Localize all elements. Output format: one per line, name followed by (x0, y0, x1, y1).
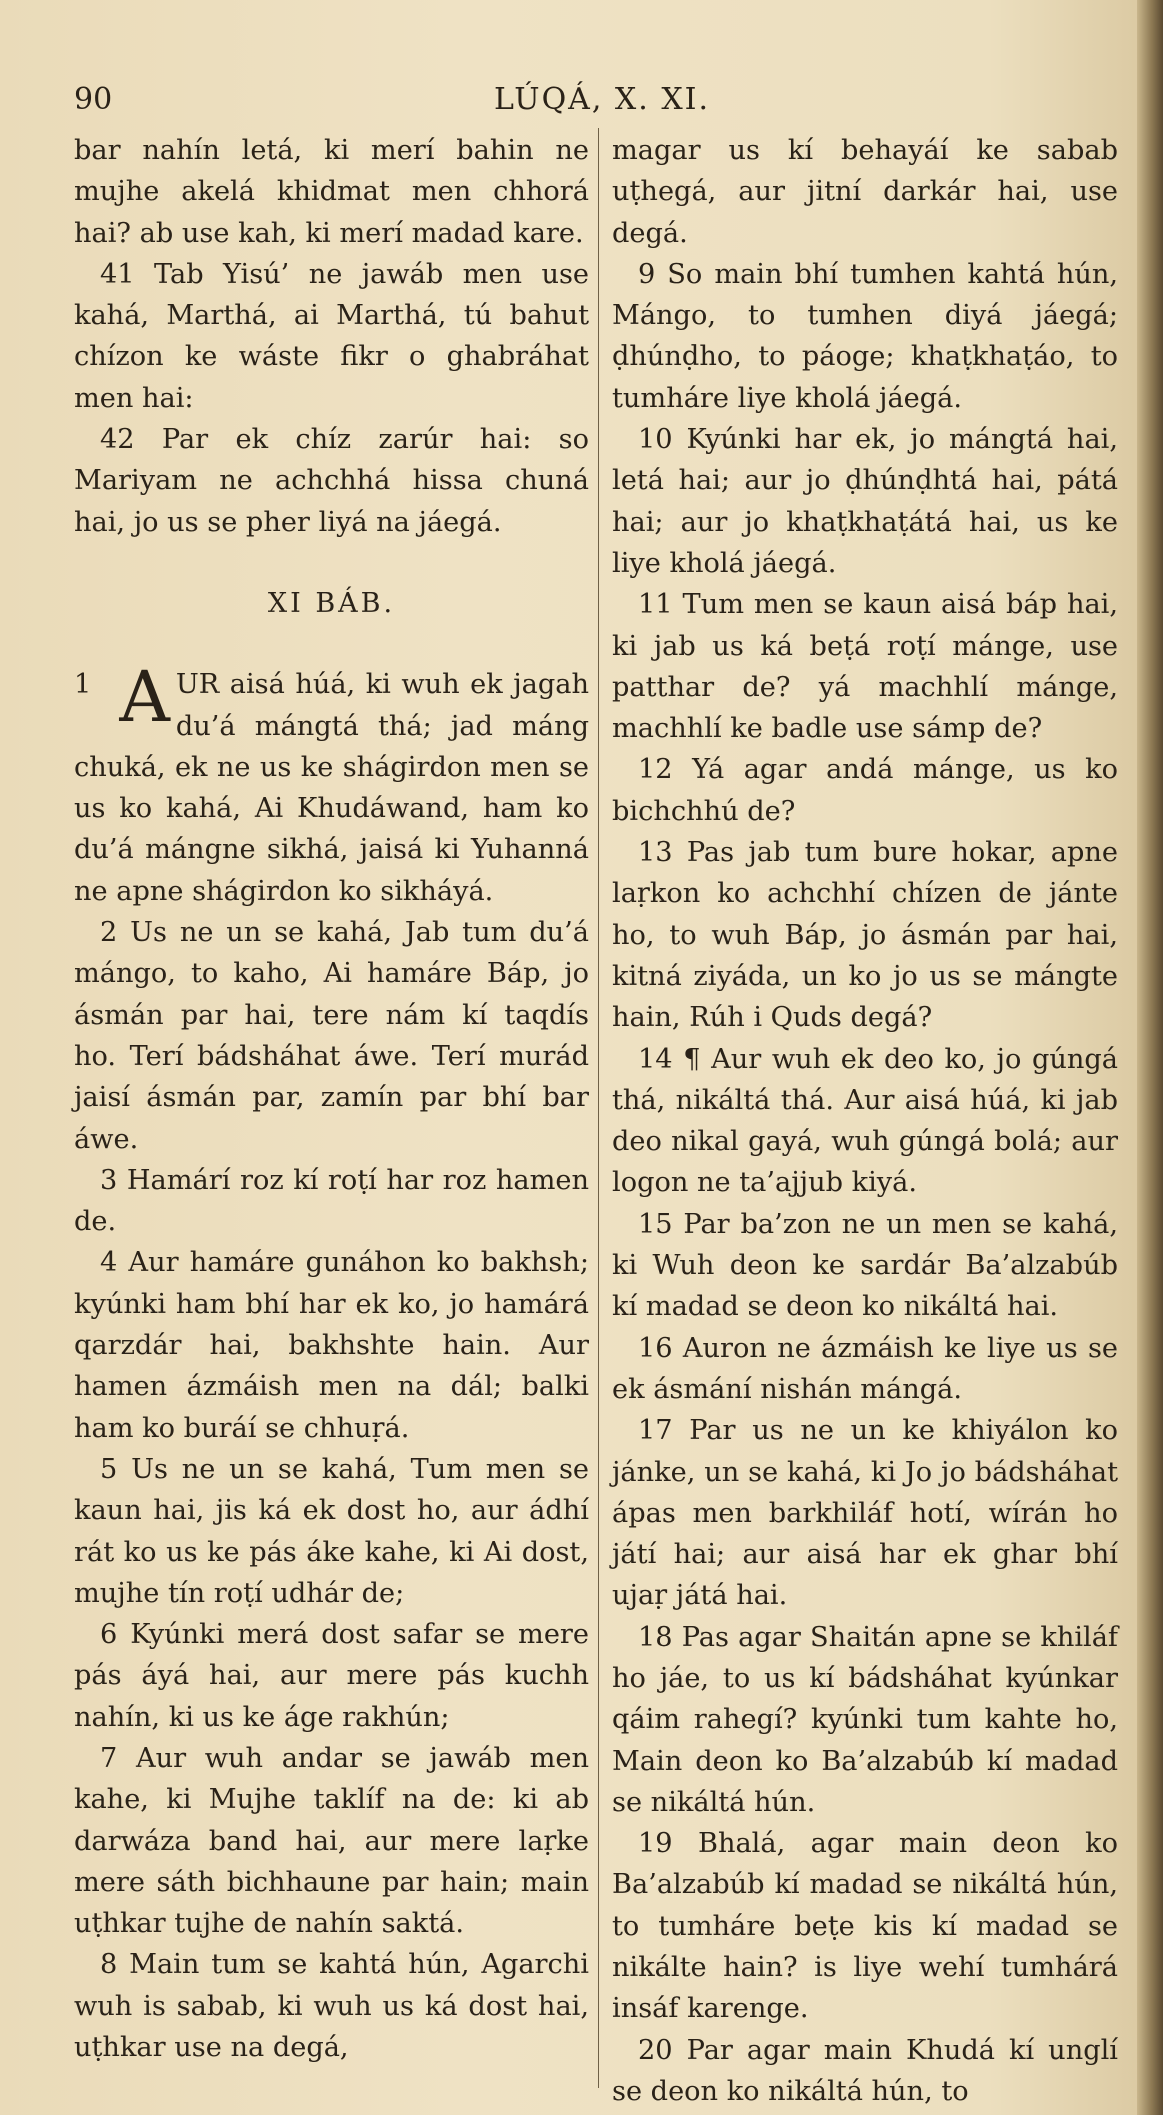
page-edge (1137, 0, 1163, 2115)
verse-10: 10 Kyúnki har ek, jo mángtá hai, letá hai; aur jo ḍhúnḍhtá hai, pátá hai; aur jo khaṭkhaṭátá hai, us ke liye kholá jáegá. (612, 424, 1118, 579)
verse-7: 7 Aur wuh andar se jawáb men kahe, ki Mujhe taklíf na de: ki ab darwáza band hai, aur mere laṛke mere sáth bichhaune par hain; main uṭhkar tujhe de nahín saktá. (74, 1742, 589, 1940)
verse-20: 20 Par agar main Khudá kí unglí se deon ko nikáltá hún, to (612, 2034, 1118, 2107)
verse-19: 19 Bhalá, agar main deon ko Ba’alzabúb kí madad se nikáltá hún, to tumháre beṭe kis kí madad se nikálte hain? is liye wehí tumhárá insáf karenge. (612, 1828, 1118, 2025)
verse-6: 6 Kyúnki merá dost safar se mere pás áyá hai, aur mere pás kuchh nahín, ki us ke áge rakhún; (74, 1619, 589, 1733)
verse-1 (74, 656, 589, 912)
running-title: LÚQÁ, X. XI. (494, 82, 711, 117)
verse-18: 18 Pas agar Shaitán apne se khiláf ho jáe, to us kí bádsháhat kyúnkar qáim rahegí? kyúnki tum kahte ho, Main deon ko Ba’alzabúb kí madad se nikáltá hún. (612, 1621, 1118, 1818)
chapter-heading: XI BÁB. (267, 587, 396, 619)
left-column (74, 130, 589, 2068)
right-column (612, 130, 1118, 2112)
verse-12: 12 Yá agar andá mánge, us ko bichchhú de? (612, 754, 1118, 827)
carryover-text: magar us kí behayáí ke sabab uṭhegá, aur jitní darkár hai, use degá. (612, 135, 1118, 249)
verse-1-number: 1 (74, 669, 92, 701)
verse-16: 16 Auron ne ázmáish ke liye us se ek ásmání nishán mángá. (612, 1332, 1118, 1405)
page-header (74, 82, 1104, 122)
column-divider (598, 128, 599, 2088)
verse-41: 41 Tab Yisú’ ne jawáb men use kahá, Marthá, ai Marthá, tú bahut chízon ke wáste fikr o ghabráhat men hai: (74, 258, 589, 414)
verse-11: 11 Tum men se kaun aisá báp hai, ki jab us ká beṭá roṭí mánge, use patthar de? yá machhlí mánge, machhlí ke badle use sámp de? (612, 589, 1118, 745)
verse-14: 14 ¶ Aur wuh ek deo ko, jo gúngá thá, nikáltá thá. Aur aisá húá, ki jab deo nikal gayá, wuh gúngá bolá; aur logon ne ta’ajjub kiyá. (612, 1043, 1118, 1199)
verse-42: 42 Par ek chíz zarúr hai: so Mariyam ne achchhá hissa chuná hai, jo us se pher liyá na jáegá. (74, 424, 589, 538)
page-number: 90 (74, 82, 113, 117)
verse-4: 4 Aur hamáre gunáhon ko bakhsh; kyúnki ham bhí har ek ko, jo hamárá qarzdár hai, bakhshte hain. Aur hamen ázmáish men na dál; balki ham ko buráí se chhuṛá. (74, 1247, 589, 1444)
drop-cap: A (119, 656, 170, 739)
verse-5: 5 Us ne un se kahá, Tum men se kaun hai, jis ká ek dost ho, aur ádhí rát ko us ke pás áke kahe, ki Ai dost, mujhe tín roṭí udhár de; (74, 1453, 589, 1609)
verse-8: 8 Main tum se kahtá hún, Agarchi wuh is sabab, ki wuh us ká dost hai, uṭhkar use na degá, (74, 1949, 589, 2064)
verse-2: 2 Us ne un se kahá, Jab tum du’á mángo, to kaho, Ai hamáre Báp, jo ásmán par hai, tere nám kí taqdís ho. Terí bádsháhat áwe. Terí murád jaisí ásmán par, zamín par bhí bar áwe. (74, 917, 589, 1155)
verse-15: 15 Par ba’zon ne un men se kahá, ki Wuh deon ke sardár Ba’alzabúb kí madad se deon ko nikáltá hai. (612, 1208, 1118, 1323)
carryover-text: bar nahín letá, ki merí bahin ne mujhe akelá khidmat men chhorá hai? ab use kah, ki merí madad kare. (74, 135, 589, 249)
verse-1-text: UR aisá húá, ki wuh ek jagah du’á mángtá thá; jad máng chuká, ek ne us ke shágirdon men se us ko kahá, Ai Khudáwand, ham ko du’á mángne sikhá, jaisá ki Yuhanná ne apne shágirdon ko sikháyá. (74, 669, 589, 907)
verse-9: 9 So main bhí tumhen kahtá hún, Mángo, to tumhen diyá jáegá; ḍhúnḍho, to páoge; khaṭkhaṭáo, to tumháre liye kholá jáegá. (612, 258, 1118, 414)
verse-3: 3 Hamárí roz kí roṭí har roz hamen de. (74, 1164, 589, 1238)
verse-17: 17 Par us ne un ke khiyálon ko jánke, un se kahá, ki Jo jo bádsháhat ápas men barkhiláf hotí, wírán ho játí hai; aur aisá har ek ghar bhí ujaṛ játá hai. (612, 1415, 1118, 1612)
verse-13: 13 Pas jab tum bure hokar, apne laṛkon ko achchhí chízen de jánte ho, to wuh Báp, jo ásmán par hai, kitná ziyáda, un ko jo us se mángte hain, Rúh i Quds degá? (612, 837, 1118, 1034)
